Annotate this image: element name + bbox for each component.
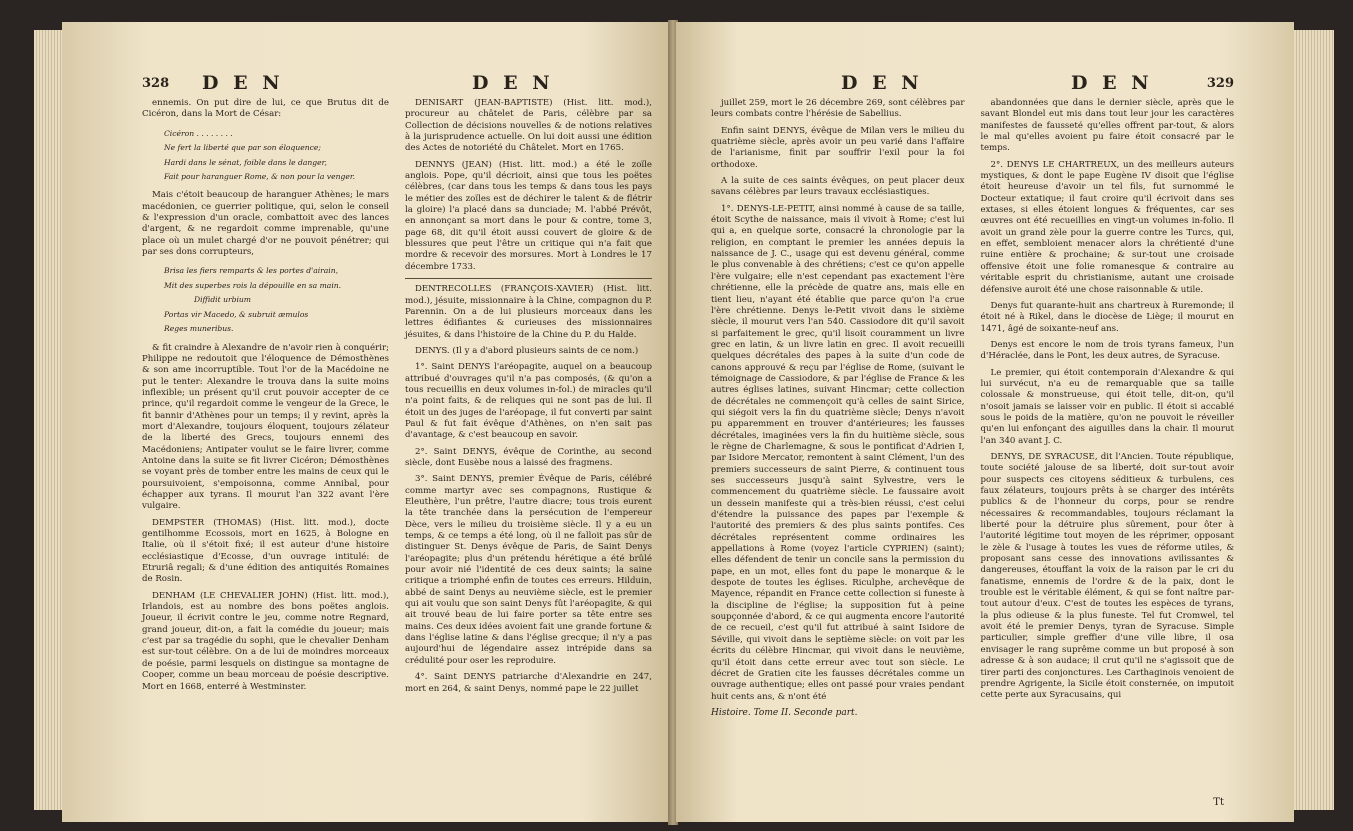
page-number: 328 [142, 76, 170, 91]
verse-line: Cicéron . . . . . . . . [164, 128, 233, 138]
paragraph: 1°. DENYS-LE-PETIT, ainsi nommé à cause de sa taille, étoit Scythe de naissance, mais il vivoit à Rome; c'est lui qui a, en quelque sorte, consacré la chronologie par la religion, en comptant le premier les années depuis la naissance de J. C., usage qui est devenu général, comme le plus convenable à des chrétiens; c'est ce qu'on appelle l'ère vulgaire; elle n'est cependant pas exactement l'ère chrétienne, elle la précède de quatre ans, mais elle en tient lieu, n'ayant été établie que parce qu'on l'a crue l'ère chrétienne. Denys le-Petit vivoit dans le sixième siècle, il mourut vers l'an 540. Cassiodore dit qu'il savoit si parfaitement le grec, qu'il lisoit couramment un livre grec en latin, & un livre latin en grec. Il avoit recueilli quelques décrétales des papes à la suite d'un code de canons approuvé & reçu par l'église de Rome, (suivant le témoignage de Cassiodore, & par l'église de France & les autres églises latines, suivant Hincmar; cette collection de décrétales ne commençoit qu'à celles de saint Sirice, qui siégoit vers la fin du quatrième siècle; Denys n'avoit pu apparemment en trouver d'antérieures; les fausses décrétales, imaginées vers la fin du huitième siècle, sous le règne de Charlemagne, & sous le pontificat d'Adrien I, par Isidore Mercator, remontent à saint Clément, l'un des premiers successeurs de saint Pierre, & continuent tous ses successeurs jusqu'à saint Sylvestre, vers le commencement du quatrième siècle. Le faussaire avoit un dessein manifeste qui a très-bien réussi, c'est celui d'étendre la puissance des papes par l'exemple & l'autorité des premiers & des plus saints pontifes. Ces décrétales représentent comme ordinaires les appellations à Rome (voyez l'article CYPRIEN) (saint); elles défendent de tenir un concile sans la permission du pape, en un mot, elles font du pape le monarque & le despote de toutes les églises. Riculphe, archevêque de Mayence, répandit en France cette collection si funeste à la discipline de l'église; la supposition fut à peine soupçonnée d'abord, & ce qui augmenta encore l'autorité de ce recueil, c'est qu'il fut attribué à saint Isidore de Séville, qui vivoit dans le septième siècle: on voit par les écrits du célèbre Hincmar, qui vivoit dans le neuvième, qu'il étoit dans cette erreur avec tout son siècle. Le décret de Gratien cite les fausses décrétales comme un ouvrage authentique; elles ont passé pour vraies pendant huit cents ans, & n'ont été [711, 203, 965, 702]
paragraph: juillet 259, mort le 26 décembre 269, sont célèbres par leurs combats contre l'hérésie de Sabellius. [711, 98, 965, 120]
entry-denisart: DENISART (JEAN-BAPTISTE) (Hist. litt. mod.), procureur au châtelet de Paris, célèbre par sa Collection de décisions nouvelles & de notions relatives à la jurisprudence actuelle. On lui doit aussi une édition des Actes de notoriété du Châtelet. Mort en 1765. [405, 98, 652, 154]
paragraph: Enfin saint DENYS, évêque de Milan vers le milieu du quatrième siècle, après avoir un peu varié dans l'affaire de l'arianisme, finit par souffrir l'exil pour la foi orthodoxe. [711, 125, 965, 170]
paragraph: 2°. DENYS LE CHARTREUX, un des meilleurs auteurs mystiques, & dont le pape Eugène IV disoit que l'église étoit heureuse d'avoir un tel fils, fut surnommé le Docteur extatique; il faut croire qu'il écrivoit dans ses extases, si elles étoient longues & fréquentes, car ses œuvres ont été recueillies en vingt-un volumes in-folio. Il avoit un grand zèle pour la guerre contre les Turcs, qui, en effet, sembloient menacer alors la chrétienté d'une ruine entière & prochaine; & sur-tout une croisade offensive étoit une folie romanesque & contraire au véritable esprit du christianisme, autant une croisade défensive auroit été une chose raisonnable & utile. [980, 159, 1234, 295]
running-head-left-col: D E N [202, 72, 284, 94]
verse-line: Reges muneribus. [164, 324, 234, 334]
paragraph: ennemis. On put dire de lui, ce que Brutus dit de Cicéron, dans la Mort de César: [142, 98, 389, 120]
paragraph: A la suite de ces saints évêques, on peut placer deux savans célèbres par leurs travaux ecclésiastiques. [711, 176, 965, 198]
page-footer: Histoire. Tome II. Seconde part. [711, 707, 858, 718]
verse-line: Diffidit urbium [194, 295, 251, 305]
right-running-head [711, 72, 1234, 98]
verse-line: Hardi dans le sénat, foible dans le danger, [164, 157, 327, 167]
paragraph: & fit craindre à Alexandre de n'avoir rien à conquérir; Philippe ne redoutoit que l'éloquence de Démosthènes & son ame incorruptible. Tout l'or de la Macédoine ne put le tenter: Alexandre le trouva dans la suite moins inflexible; un présent qu'il crut pouvoir accepter de ce prince, qu'il regardoit comme le vengeur de la Grece, le fit bannir d'Athènes pour un temps; il y revint, après la mort d'Alexandre, toujours éloquent, toujours zélateur de la liberté des Grecs, toujours ennemi des Macédoniens; Antipater voulut se le faire livrer, comme Antoine dans la suite se fit livrer Cicéron; Démosthènes se voyant près de tomber entre les mains de ceux qui le poursuivoient, s'empoisonna, comme Annibal, pour échapper aux tyrans. Il mourut l'an 322 avant l'ère vulgaire. [142, 342, 389, 512]
right-page [676, 22, 1294, 822]
paragraph: abandonnées que dans le dernier siècle, après que le savant Blondel eut mis dans tout leur jour les caractères manifestes de fausseté qu'elles offrent par-tout, & alors le mal qu'elles avoient pu faire étoit consacré par le temps. [980, 98, 1234, 154]
entry-dennys: DENNYS (JEAN) (Hist. litt. mod.) a été le zoïle anglois. Pope, qu'il décrioit, ainsi que tous les poëtes célèbres, (car dans tous les temps & dans tous les pays le métier des zoïles est de déchirer le talent & de flétrir la gloire) l'a placé dans sa dunciade; M. l'abbé Prévôt, en annonçant sa mort dans le pour & contre, tome 3, page 68, dit qu'il étoit aussi couvert de gloire & de blessures que peut l'être un critique qui n'a fait que mordre & recevoir des morsures. Mort à Londres le 17 décembre 1733. [405, 159, 652, 272]
verse-line: Mit des superbes rois la dépouille en sa main. [164, 280, 342, 290]
verse-line: Fait pour haranguer Rome, & non pour la venger. [164, 171, 356, 181]
verse-block [164, 264, 389, 336]
running-head-left-col: D E N [841, 72, 923, 94]
page-edges-right [1294, 30, 1334, 810]
page-edges-left [34, 30, 64, 810]
paragraph: 3°. Saint DENYS, premier Évêque de Paris, célébré comme martyr avec ses compagnons, Rustique & Eleuthère, l'un prêtre, l'autre diacre; tous trois eurent la tête tranchée dans la persécution de l'empereur Dèce, vers le milieu du troisième siècle. Il y a eu un temps, & ce temps a été long, où il ne falloit pas sûr de distinguer St. Denys évêque de Paris, de Saint Denys l'aréopagite; plus d'un prétendu hérétique a été brûlé pour avoir nié l'identité de ces deux saints; la saine critique a triomphé enfin de toutes ces erreurs. Hilduin, abbé de saint Denys au neuvième siècle, est le premier qui ait voulu que son saint Denys fût l'aréopagite, & qui ait trouvé beau de lui faire porter sa tête entre ses mains. Ces deux idées avoient fait une grande fortune & dans l'église latine & dans l'église grecque; il n'y a pas aujourd'hui de légendaire assez intrépide dans sa crédulité pour oser les reproduire. [405, 474, 652, 666]
divider [405, 278, 652, 279]
entry-denys: DENYS. (Il y a d'abord plusieurs saints de ce nom.) [415, 345, 639, 356]
left-running-head [142, 72, 652, 98]
verse-line: Ne fert la liberté que par son éloquence; [164, 143, 321, 153]
paragraph: Mais c'étoit beaucoup de haranguer Athènes; le mars macédonien, ce guerrier politique, qui, selon le conseil & l'expression d'un oracle, combattoit avec des lances d'argent, & ne regardoit comme imprenable, qu'une place où un mulet chargé d'or ne pouvoit pénétrer; qui par ses dons corrupteurs, [142, 190, 389, 258]
right-column-2 [981, 98, 1235, 720]
entry-dempster: DEMPSTER (THOMAS) (Hist. litt. mod.), docte gentilhomme Ecossois, mort en 1625, à Bologne en Italie, où il s'étoit fixé; il est auteur d'une histoire ecclésiastique d'Ecosse, d'un ouvrage intitulé: de Etruriâ regali; & d'une édition des antiquités Romaines de Rosin. [142, 517, 389, 585]
page-number: 329 [1206, 76, 1234, 91]
verse-block [164, 127, 389, 185]
entry-dentrecolles: DENTRECOLLES (FRANÇOIS-XAVIER) (Hist. litt. mod.), jésuite, missionnaire à la Chine, compagnon du P. Parennin. On a de lui plusieurs morceaux dans les lettres édifiantes & curieuses des missionnaires jésuites, & dans l'histoire de la Chine du P. du Halde. [405, 284, 652, 340]
paragraph: Le premier, qui étoit contemporain d'Alexandre & qui lui survécut, n'a eu de remarquable que sa taille colossale & monstrueuse, qui étoit telle, dit-on, qu'il n'osoit jamais se laisser voir en public. Il étoit si accablé sous le poids de la matière, qu'on ne pouvoit le réveiller qu'en lui enfonçant des aiguilles dans la chair. Il mourut l'an 340 avant J. C. [980, 367, 1234, 446]
right-column-1 [711, 98, 965, 720]
left-column-2 [405, 98, 652, 700]
entry-denham: DENHAM (LE CHEVALIER JOHN) (Hist. litt. mod.), Irlandois, est au nombre des bons poëtes anglois. Joueur, il écrivit contre le jeu, comme notre Regnard, grand joueur, dit-on, a fait la comédie du joueur; mais c'est par sa tragédie du sophi, que le chevalier Denham est sur-tout célèbre. On a de lui de moindres morceaux de poésie, parmi lesquels on distingue sa montagne de Cooper, comme un beau morceau de poésie descriptive. Mort en 1668, enterré à Westminster. [142, 590, 389, 692]
paragraph: Denys fut quarante-huit ans chartreux à Ruremonde; il étoit né à Rikel, dans le diocèse de Liège; il mourut en 1471, âgé de soixante-neuf ans. [980, 300, 1234, 334]
paragraph: 2°. Saint DENYS, évêque de Corinthe, au second siècle, dont Eusèbe nous a laissé des fragmens. [405, 446, 652, 468]
paragraph: DENYS, DE SYRACUSE, dit l'Ancien. Toute république, toute société jalouse de sa liberté, doit sur-tout avoir pour suspects ces citoyens séditieux & turbulens, ces faux zélateurs, toujours prêts à se charger des intérêts publics & de l'honneur du corps, pour se rendre nécessaires & recommandables, toujours réclamant la liberté pour la détruire plus sûrement, pour ôter à l'autorité légitime tout moyen de les réprimer, opposant le zèle & l'usage à toutes les vues de réforme utiles, & proposant sans cesse des innovations avilissantes & dangereuses, étouffant la voix de la raison par le cri du fanatisme, ennemis de l'ordre & de la paix, dont le trouble est le véritable élément, & qui se font naître par-tout autour d'eux. C'est de toutes les espèces de tyrans, la plus odieuse & la plus funeste. Tel fut Cromwel, tel avoit été le premier Denys, tyran de Syracuse. Simple particulier, simple greffier d'une ville libre, il osa envisager le rang suprême comme un but proposé à son adresse & à son audace; il crut qu'il ne s'agissoit que de tirer parti des conjonctures. Les Carthaginois venoient de prendre Agrigente, la Sicile étoit consternée, on imputoit cette perte aux Syracusains, qui [980, 451, 1234, 701]
verse-line: Portas vir Macedo, & subruit æmulos [164, 309, 309, 319]
running-head-right-col: D E N [472, 72, 554, 94]
paragraph: Denys est encore le nom de trois tyrans fameux, l'un d'Héraclée, dans le Pont, les deux autres, de Syracuse. [980, 339, 1234, 362]
verse-line: Brisa les fiers remparts & les portes d'airain, [164, 266, 339, 276]
left-column-1 [142, 98, 389, 700]
signature-mark: Tt [1213, 797, 1224, 808]
running-head-right-col: D E N [1071, 72, 1153, 94]
paragraph: 4°. Saint DENYS patriarche d'Alexandrie en 247, mort en 264, & saint Denys, nommé pape le 22 juillet [405, 672, 652, 694]
paragraph: 1°. Saint DENYS l'aréopagite, auquel on a beaucoup attribué d'ouvrages qu'il n'a pas composés, (& qu'on a tous recueillis en deux volumes in-fol.) de miracles qu'il n'a point faits, & de reliques qui ne sont pas de lui. Il étoit un des juges de l'aréopage, il fut converti par saint Paul & fut fait évêque d'Athènes, on n'en sait pas d'avantage, & c'est beaucoup en savoir. [405, 362, 652, 441]
left-page [62, 22, 672, 822]
